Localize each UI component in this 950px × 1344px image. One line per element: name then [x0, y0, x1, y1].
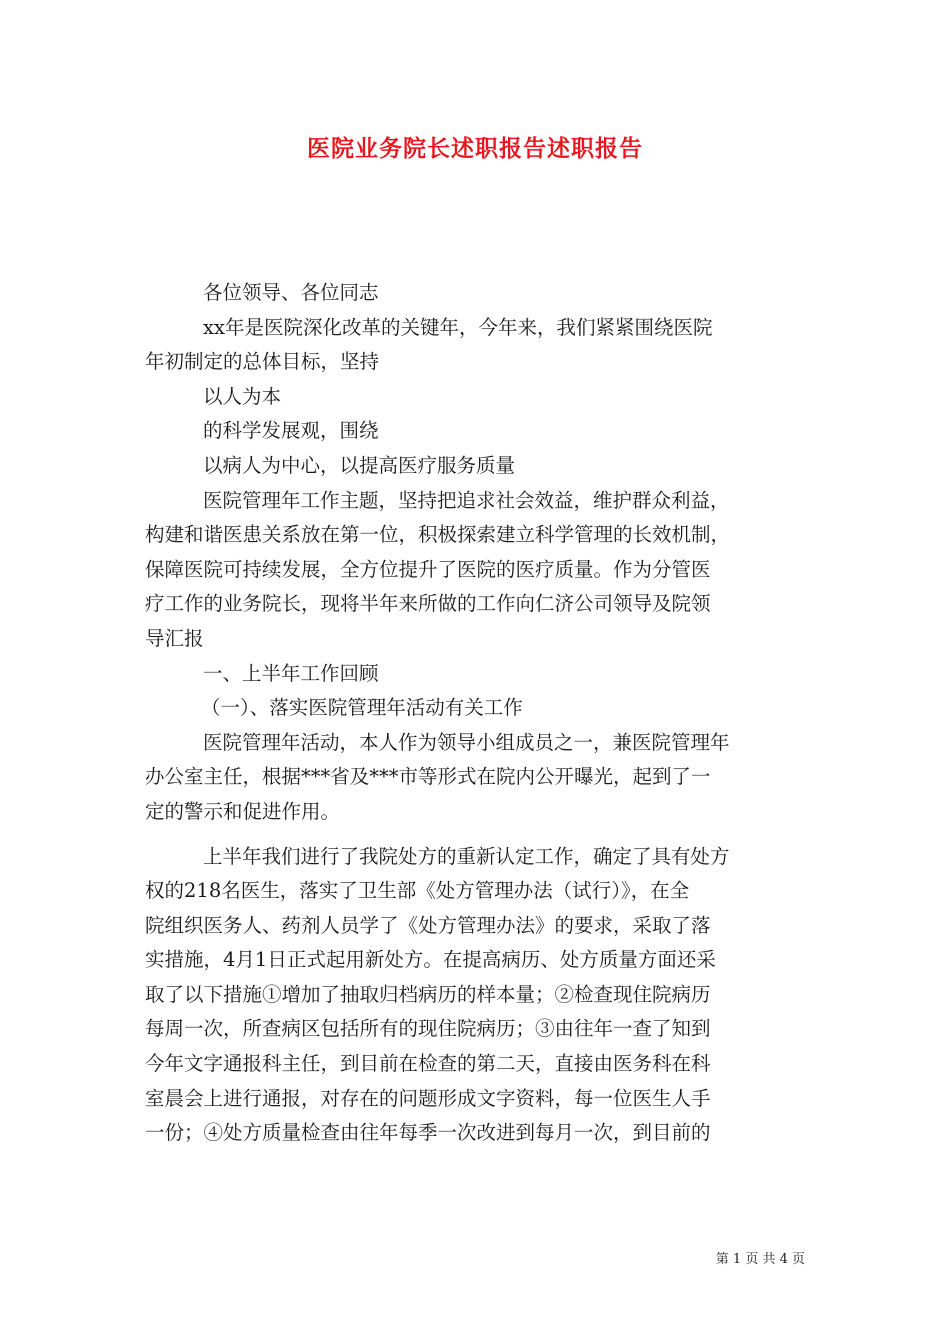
- text-line: 取了以下措施①增加了抽取归档病历的样本量；②检查现住院病历: [145, 982, 711, 1006]
- text-line: 权的218名医生，落实了卫生部《处方管理办法（试行）》，在全: [145, 879, 690, 903]
- section-heading: 一、上半年工作回顾: [203, 661, 379, 685]
- text-line: 每周一次，所查病区包括所有的现住院病历；③由往年一查了知到: [145, 1017, 711, 1041]
- text-line: 医院管理年活动，本人作为领导小组成员之一，兼医院管理年: [203, 730, 730, 754]
- document-title: 医院业务院长述职报告述职报告: [307, 135, 643, 162]
- text-line: 医院管理年工作主题，坚持把追求社会效益，维护群众利益，: [203, 488, 730, 512]
- text-line: 以人为本: [203, 384, 282, 408]
- text-line: 导汇报: [145, 626, 204, 650]
- subsection-heading: （一）、落实医院管理年活动有关工作: [201, 696, 523, 720]
- text-line: 以病人为中心，以提高医疗服务质量: [203, 453, 516, 477]
- text-line: 定的警示和促进作用。: [145, 799, 341, 823]
- paragraph-gap: [145, 830, 807, 840]
- text-line: 年初制定的总体目标，坚持: [145, 350, 380, 374]
- text-line: 上半年我们进行了我院处方的重新认定工作，确定了具有处方: [203, 844, 730, 868]
- text-line: 室晨会上进行通报，对存在的问题形成文字资料，每一位医生人手: [145, 1086, 711, 1110]
- text-line: 各位领导、各位同志: [203, 281, 379, 304]
- page-number: 第 1 页 共 4 页: [715, 1252, 805, 1267]
- text-line: 一份；④处方质量检查由往年每季一次改进到每月一次，到目前的: [145, 1121, 711, 1145]
- text-line: 疗工作的业务院长，现将半年来所做的工作向仁济公司领导及院领: [145, 592, 711, 616]
- text-line: 实措施，4月1日正式起用新处方。在提高病历、处方质量方面还采: [145, 948, 716, 972]
- text-line: 构建和谐医患关系放在第一位，积极探索建立科学管理的长效机制，: [145, 523, 731, 547]
- text-line: 保障医院可持续发展，全方位提升了医院的医疗质量。作为分管医: [145, 557, 711, 581]
- text-line: 今年文字通报科主任，到目前在检查的第二天，直接由医务科在科: [145, 1052, 711, 1076]
- text-line: 的科学发展观，围绕: [203, 419, 379, 443]
- text-line: xx年是医院深化改革的关键年，今年来，我们紧紧围绕医院: [203, 315, 713, 339]
- document-body: [145, 276, 807, 1151]
- text-line: 院组织医务人、药剂人员学了《处方管理办法》的要求，采取了落: [145, 913, 711, 937]
- text-line: 办公室主任，根据***省及***市等形式在院内公开曝光，起到了一: [145, 765, 711, 789]
